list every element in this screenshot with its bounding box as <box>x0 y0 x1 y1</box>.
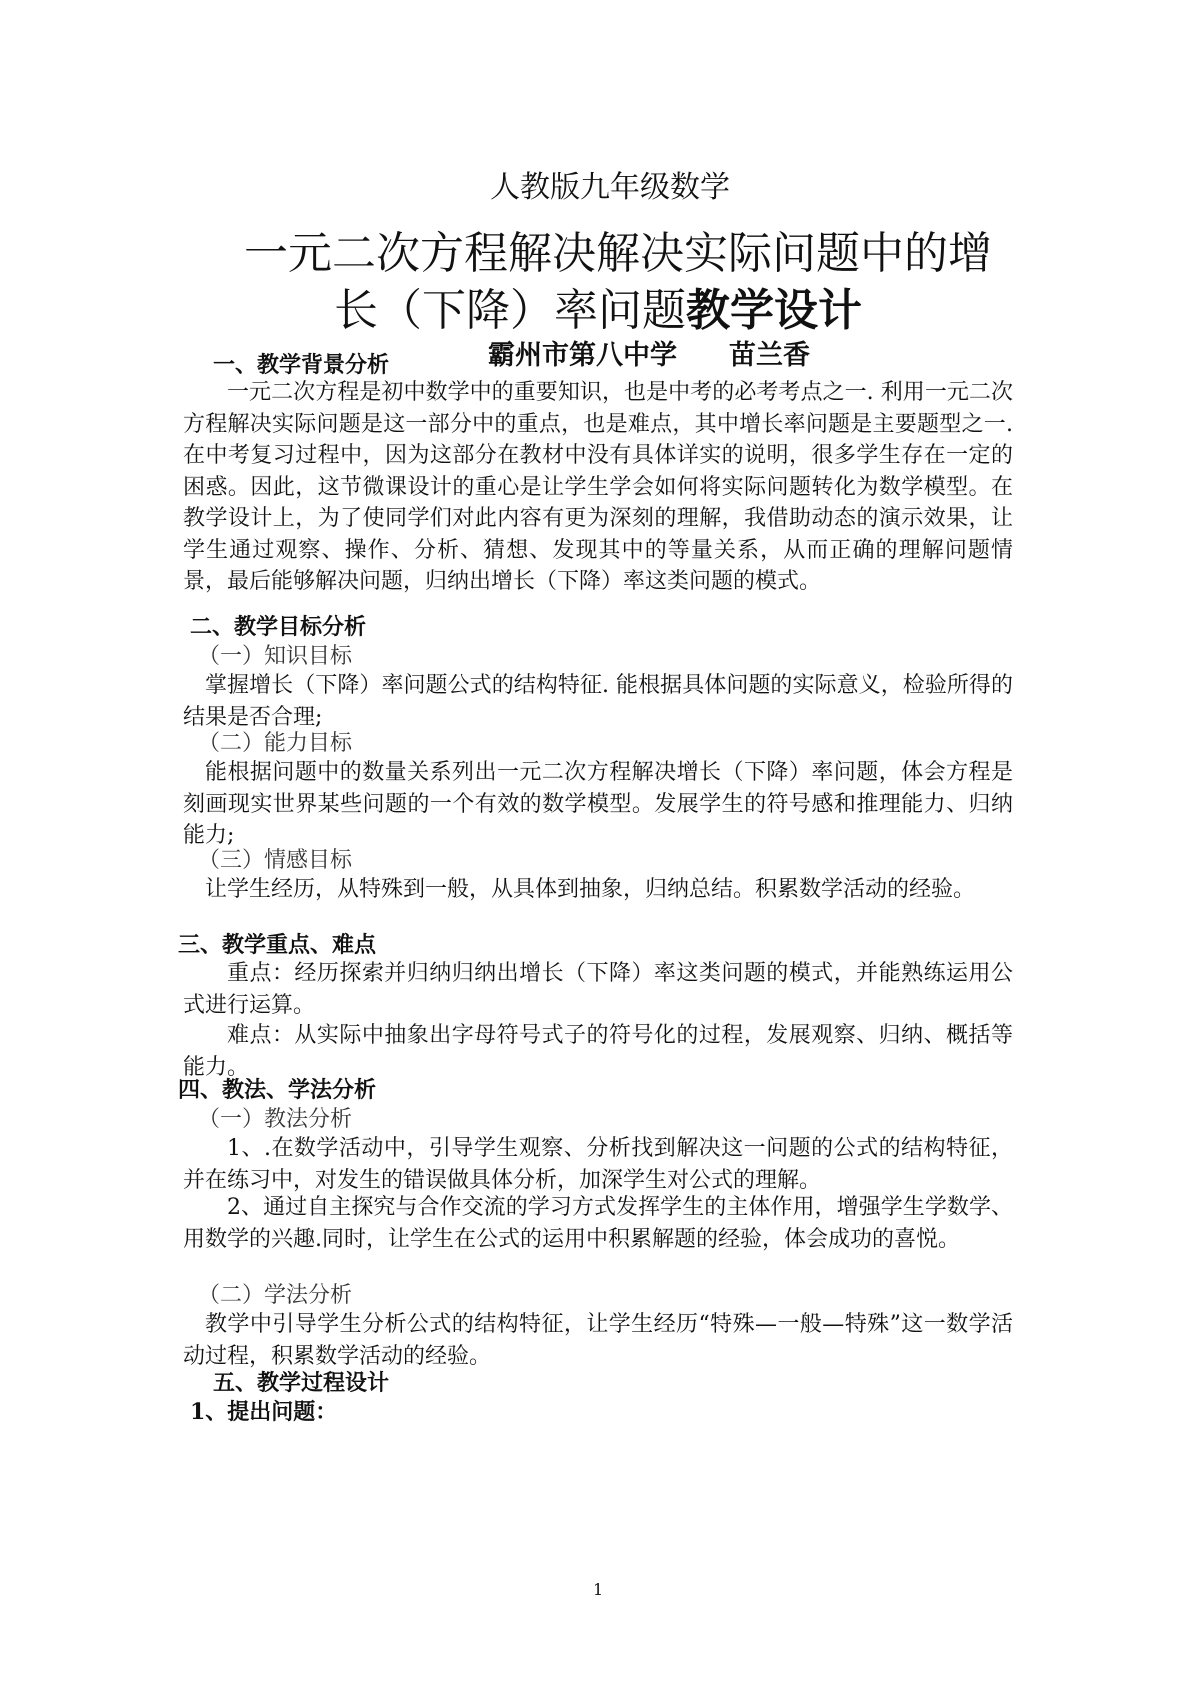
section-heading-process: 五、教学过程设计 <box>213 1370 390 1396</box>
teaching-method-item-2: 2、通过自主探究与合作交流的学习方式发挥学生的主体作用，增强学生学数学、用数学的兴趣.同时，让学生在公式的运用中积累解题的经验，体会成功的喜悦。 <box>183 1195 1013 1252</box>
school-name: 霸州市第八中学 <box>488 340 677 371</box>
title-normal-part: 长（下降）率问题 <box>334 285 686 336</box>
section-heading-objectives: 二、教学目标分析 <box>190 614 367 640</box>
process-item-1: 1、提出问题： <box>190 1399 338 1425</box>
page-number: 1 <box>593 1580 604 1599</box>
title-bold-part: 教学设计 <box>686 285 862 336</box>
learning-method-title: （二）学法分析 <box>198 1283 353 1308</box>
key-point-text: 重点：经历探索并归纳归纳出增长（下降）率这类问题的模式，并能熟练运用公式进行运算。 <box>183 961 1013 1018</box>
author-name: 苗兰香 <box>729 340 810 371</box>
emotion-objective-text: 让学生经历，从特殊到一般，从具体到抽象，归纳总结。积累数学活动的经验。 <box>205 877 976 902</box>
learning-method-text: 教学中引导学生分析公式的结构特征，让学生经历“特殊—一般—特殊”这一数学活动过程，积累数学活动的经验。 <box>183 1312 1013 1369</box>
section-heading-background: 一、教学背景分析 <box>213 352 390 378</box>
teaching-method-item-1: 1、.在数学活动中，引导学生观察、分析找到解决这一问题的公式的结构特征，并在练习中，对发生的错误做具体分析，加深学生对公式的理解。 <box>183 1136 1013 1193</box>
section-heading-key-points: 三、教学重点、难点 <box>178 932 377 958</box>
emotion-objective-title: （三）情感目标 <box>198 848 353 873</box>
ability-objective-title: （二）能力目标 <box>198 731 353 756</box>
difficulty-text: 难点：从实际中抽象出字母符号式子的符号化的过程，发展观察、归纳、概括等能力。 <box>183 1023 1013 1080</box>
document-subtitle: 人教版九年级数学 <box>490 170 730 205</box>
ability-objective-text: 能根据问题中的数量关系列出一元二次方程解决增长（下降）率问题，体会方程是刻画现实世界某些问题的一个有效的数学模型。发展学生的符号感和推理能力、归纳能力; <box>183 760 1013 848</box>
knowledge-objective-text: 掌握增长（下降）率问题公式的结构特征. 能根据具体问题的实际意义，检验所得的结果是否合理; <box>183 673 1013 730</box>
knowledge-objective-title: （一）知识目标 <box>198 644 353 669</box>
section-heading-methods: 四、教法、学法分析 <box>178 1077 377 1103</box>
author-line <box>488 338 810 374</box>
background-paragraph: 一元二次方程是初中数学中的重要知识，也是中考的必考考点之一. 利用一元二次方程解决实际问题是这一部分中的重点，也是难点，其中增长率问题是主要题型之一. 在中考复习过程中，因为这部分在教材中没有具体详实的说明，很多学生存在一定的困惑。因此，这节微课设计的重心是让学生学会如何将实际问题转化为数学模型。在教学设计上，为了使同学们对此内容有更为深刻的理解，我借助动态的演示效果，让学生通过观察、操作、分析、猜想、发现其中的等量关系，从而正确的理解问题情景，最后能够解决问题，归纳出增长（下降）率这类问题的模式。 <box>183 380 1013 594</box>
document-title-line1: 一元二次方程解决解决实际问题中的增 <box>244 228 992 279</box>
teaching-method-title: （一）教法分析 <box>198 1107 353 1132</box>
document-title-line2 <box>334 283 862 339</box>
